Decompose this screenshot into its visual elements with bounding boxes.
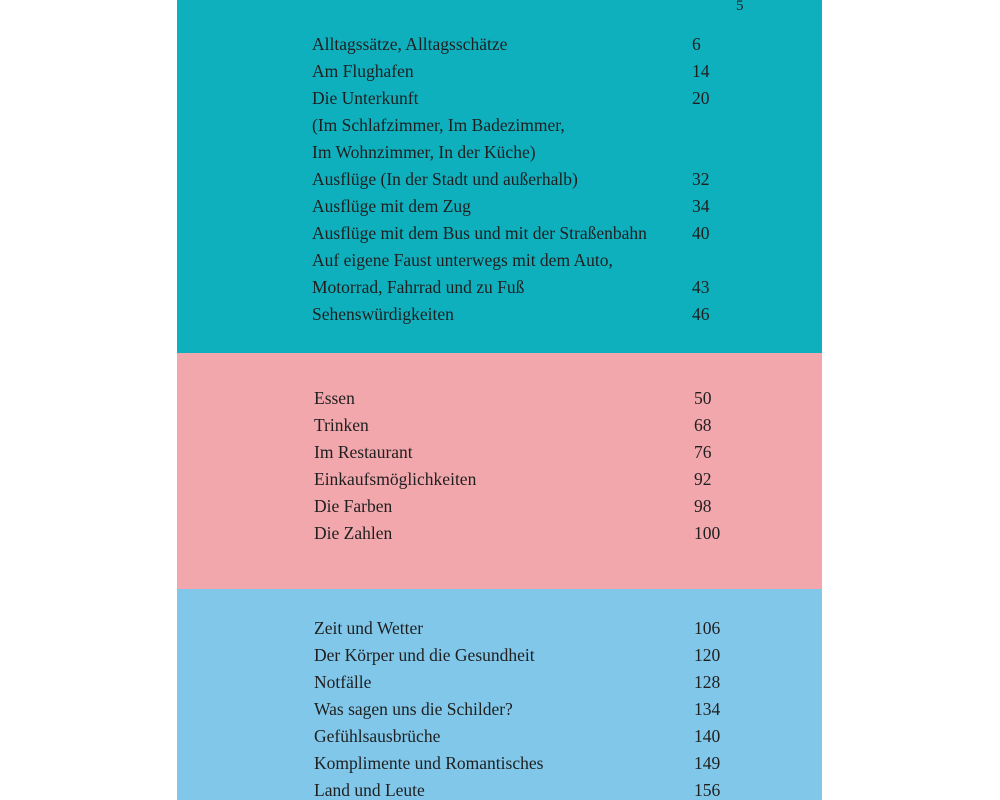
toc-entry-page: 106 [694,618,721,638]
toc-entry-page: 92 [694,469,712,489]
toc-entry-page: 6 [692,34,701,54]
toc-entry-page: 43 [692,277,710,297]
toc-entry-title: Was sagen uns die Schilder? [314,699,513,719]
toc-entry-title: Notfälle [314,672,372,692]
toc-entry [314,777,721,800]
toc-entry [314,669,721,696]
toc-entry-page: 140 [694,726,721,746]
toc-entry-title: Am Flughafen [312,61,414,81]
toc-list-pink [314,385,721,547]
toc-entry-title: Im Wohnzimmer, In der Küche) [312,142,536,162]
toc-entry-page: 20 [692,88,710,108]
toc-entry-page: 76 [694,442,712,462]
toc-entry [314,520,721,547]
toc-entry-page: 46 [692,304,710,324]
toc-entry [314,615,721,642]
toc-entry-title: Auf eigene Faust unterwegs mit dem Auto, [312,250,613,270]
toc-entry-page: 40 [692,223,710,243]
toc-list-teal [312,31,710,328]
toc-entry [312,85,710,112]
toc-entry-title: Einkaufsmöglichkeiten [314,469,477,489]
toc-entry-page: 100 [694,523,721,543]
toc-list-blue [314,615,721,800]
toc-entry [312,139,647,166]
toc-entry [312,31,701,58]
toc-entry [312,112,647,139]
toc-entry-title: Die Zahlen [314,523,393,543]
toc-entry-title: Motorrad, Fahrrad und zu Fuß [312,277,525,297]
toc-entry [314,439,712,466]
page-number: 5 [736,0,744,14]
toc-entry [314,493,712,520]
toc-entry-page: 50 [694,388,712,408]
document-page [177,0,822,800]
toc-entry-title: Alltagssätze, Alltagsschätze [312,34,508,54]
toc-entry-page: 149 [694,753,721,773]
toc-entry [312,166,710,193]
toc-entry [314,723,721,750]
toc-entry [312,247,647,274]
toc-entry-title: Gefühlsausbrüche [314,726,441,746]
toc-section-teal [177,0,822,353]
toc-entry [312,301,710,328]
toc-entry-title: Sehenswürdigkeiten [312,304,454,324]
toc-entry-title: Land und Leute [314,780,425,800]
toc-entry [314,750,721,777]
toc-entry [312,274,710,301]
toc-entry-title: Komplimente und Romantisches [314,753,544,773]
toc-entry [312,220,710,247]
toc-entry [314,642,721,669]
toc-entry-title: Ausflüge mit dem Bus und mit der Straßenbahn [312,223,647,243]
toc-entry-title: Die Unterkunft [312,88,419,108]
toc-entry [312,58,710,85]
toc-entry-page: 98 [694,496,712,516]
toc-entry-title: Zeit und Wetter [314,618,424,638]
toc-entry-title: Essen [314,388,355,408]
toc-section-pink [177,353,822,589]
toc-section-blue [177,589,822,800]
toc-entry [314,466,712,493]
toc-entry-page: 68 [694,415,712,435]
toc-entry-title: Ausflüge mit dem Zug [312,196,471,216]
toc-entry [314,385,712,412]
toc-entry-page: 156 [694,780,721,800]
toc-entry-page: 14 [692,61,710,81]
toc-entry-page: 128 [694,672,721,692]
toc-entry-page: 34 [692,196,710,216]
toc-entry-title: Ausflüge (In der Stadt und außerhalb) [312,169,578,189]
toc-entry-title: Die Farben [314,496,393,516]
toc-entry [314,696,721,723]
toc-entry [314,412,712,439]
toc-entry-page: 32 [692,169,710,189]
toc-entry-title: (Im Schlafzimmer, Im Badezimmer, [312,115,565,135]
toc-entry [312,193,710,220]
toc-entry-title: Im Restaurant [314,442,413,462]
toc-entry-page: 120 [694,645,721,665]
toc-entry-title: Der Körper und die Gesundheit [314,645,535,665]
toc-entry-title: Trinken [314,415,369,435]
toc-entry-page: 134 [694,699,721,719]
